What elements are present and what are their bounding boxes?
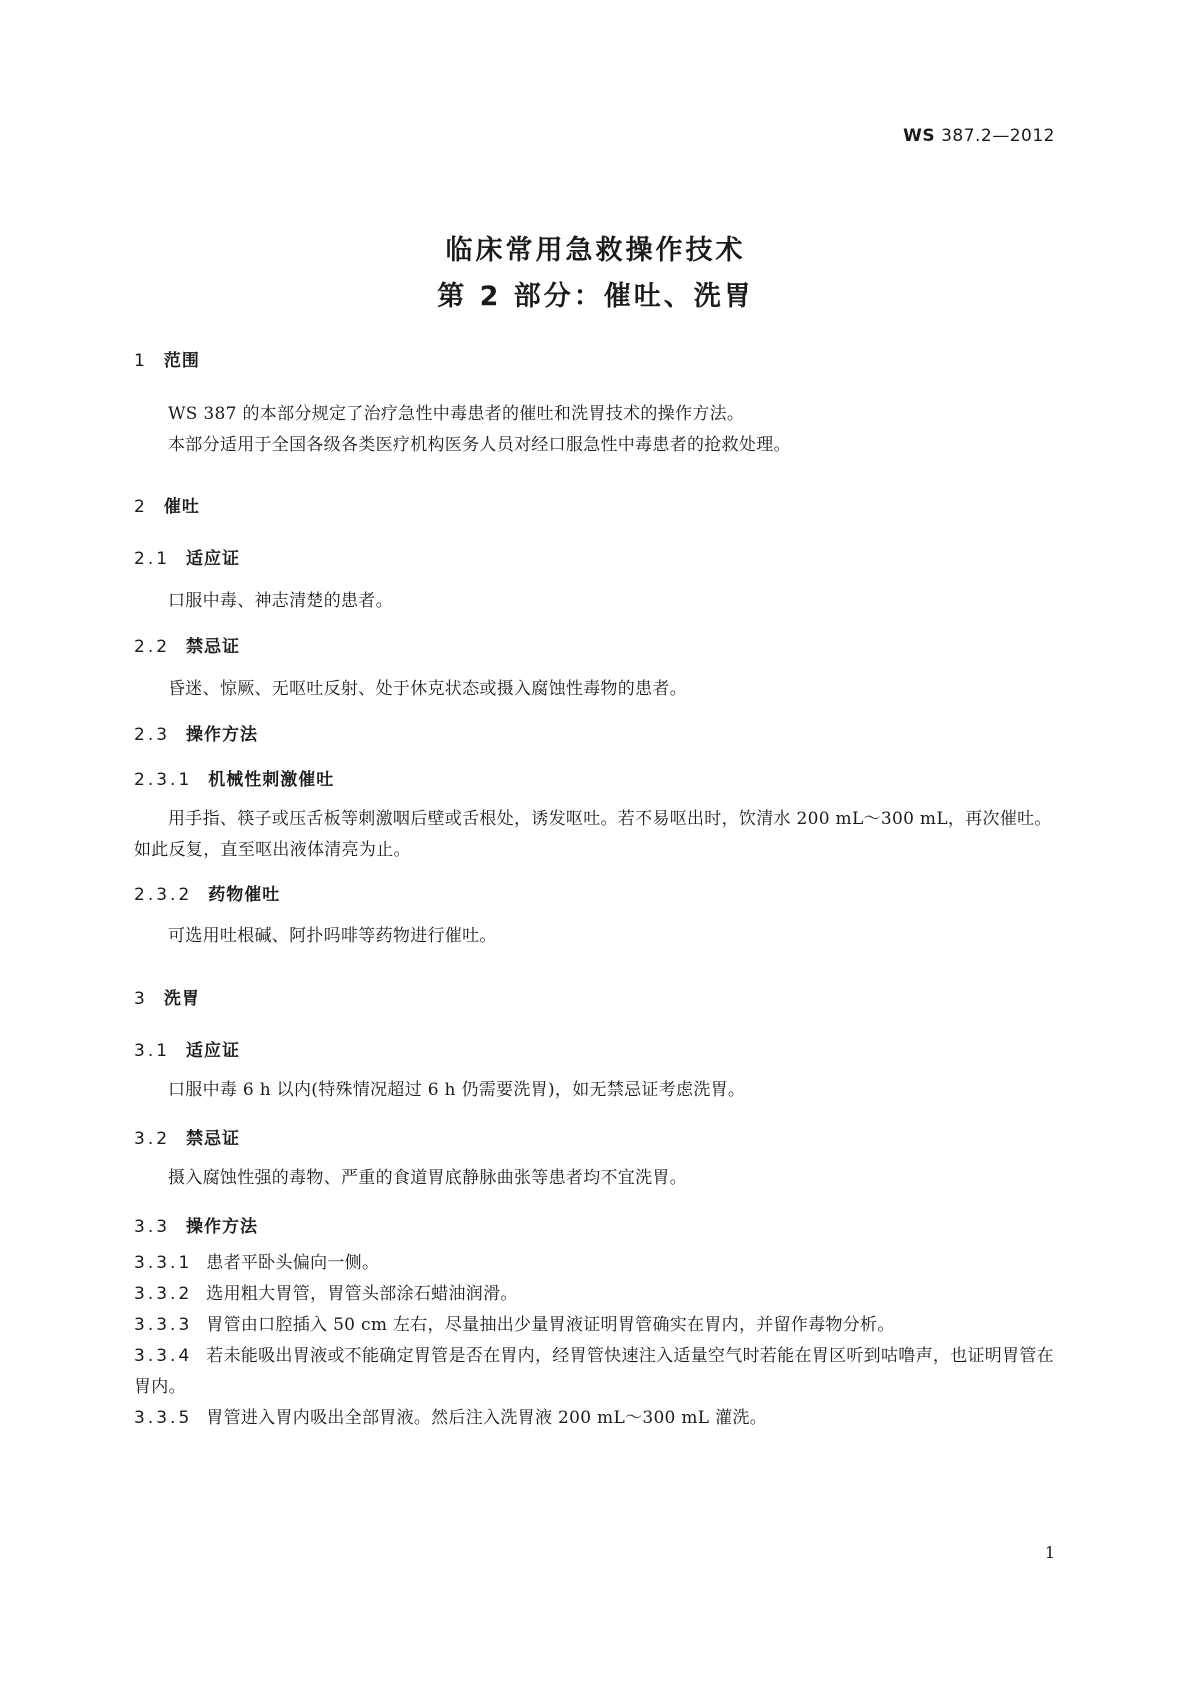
- section-3-heading: 3 洗胃: [134, 989, 200, 1009]
- section-3-3-heading: 3.3 操作方法: [134, 1217, 259, 1237]
- list-item: 3.3.2 选用粗大胃管，胃管头部涂石蜡油润滑。: [134, 1284, 518, 1304]
- list-item: 3.3.3 胃管由口腔插入 50 cm 左右，尽量抽出少量胃液证明胃管确实在胃内，并留作毒物分析。: [134, 1315, 895, 1335]
- list-item: 3.3.4 若未能吸出胃液或不能确定胃管是否在胃内，经胃管快速注入适量空气时若能在胃区听到咕噜声，也证明胃管在胃内。: [134, 1346, 1054, 1397]
- section-3-2-heading: 3.2 禁忌证: [134, 1129, 241, 1149]
- section-1-paragraph-1: WS 387 的本部分规定了治疗急性中毒患者的催吐和洗胃技术的操作方法。: [168, 404, 745, 424]
- section-2-3-1-text: 用手指、筷子或压舌板等刺激咽后壁或舌根处，诱发呕吐。若不易呕出时，饮清水 200 mL～300 mL，再次催吐。如此反复，直至呕出液体清亮为止。: [134, 809, 1052, 860]
- section-2-3-1-heading: 2.3.1 机械性刺激催吐: [134, 770, 335, 790]
- section-2-3-heading: 2.3 操作方法: [134, 725, 259, 745]
- list-item: 3.3.1 患者平卧头偏向一侧。: [134, 1253, 380, 1273]
- section-2-2-heading: 2.2 禁忌证: [134, 637, 241, 657]
- standard-code: [903, 126, 1055, 146]
- section-1-heading: 1 范围: [134, 351, 200, 371]
- section-2-1-heading: 2.1 适应证: [134, 549, 241, 569]
- section-2-3-2-text: 可选用吐根碱、阿扑吗啡等药物进行催吐。: [168, 926, 497, 946]
- section-2-heading: 2 催吐: [134, 497, 200, 517]
- list-item: 3.3.5 胃管进入胃内吸出全部胃液。然后注入洗胃液 200 mL～300 mL 灌洗。: [134, 1408, 767, 1428]
- section-3-1-heading: 3.1 适应证: [134, 1041, 241, 1061]
- section-2-1-text: 口服中毒、神志清楚的患者。: [168, 591, 393, 611]
- section-3-1-text: 口服中毒 6 h 以内(特殊情况超过 6 h 仍需要洗胃)，如无禁忌证考虑洗胃。: [168, 1080, 746, 1100]
- section-2-2-text: 昏迷、惊厥、无呕吐反射、处于休克状态或摄入腐蚀性毒物的患者。: [168, 679, 687, 699]
- standard-code-prefix: WS: [903, 126, 936, 146]
- document-subtitle: 第 2 部分：催吐、洗胃: [437, 281, 754, 312]
- document-title: 临床常用急救操作技术: [445, 235, 746, 266]
- section-2-3-2-heading: 2.3.2 药物催吐: [134, 885, 281, 905]
- section-1-paragraph-2: 本部分适用于全国各级各类医疗机构医务人员对经口服急性中毒患者的抢救处理。: [168, 435, 791, 455]
- standard-code-number: 387.2—2012: [941, 126, 1055, 146]
- page-number: 1: [1044, 1543, 1055, 1562]
- section-3-2-text: 摄入腐蚀性强的毒物、严重的食道胃底静脉曲张等患者均不宜洗胃。: [168, 1168, 687, 1188]
